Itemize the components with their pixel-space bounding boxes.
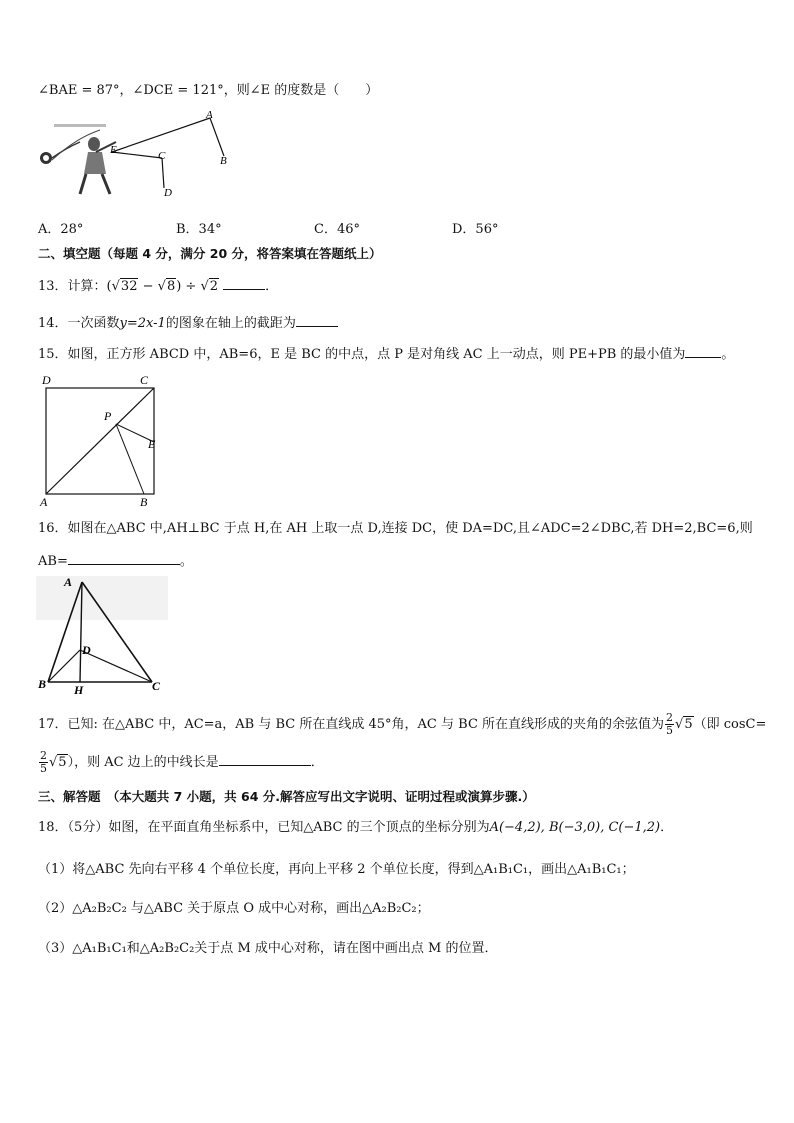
q17-part-3: ），则 AC 边上的中线长是 [67,755,219,770]
q17-part-2: （即 cosC= [693,717,767,732]
q16-label-a: A [64,575,73,589]
q18-part-2: （2）△A₂B₂C₂ 与△ABC 关于原点 O 成中心对称，画出△A₂B₂C₂； [38,901,430,916]
q14-suffix: 的图象在轴上的截距为 [165,316,296,331]
q16-figure [36,572,176,696]
q13-mid: ) ÷ [176,279,201,294]
q15-label-a: A [40,495,48,509]
q12-text: ∠BAE = 87°，∠DCE = 121°，则∠E 的度数是（ ） [38,83,379,98]
q16-label-c: C [152,679,161,693]
section-2-heading: 二、填空题（每题 4 分，满分 20 分，将答案填在答题纸上） [38,246,382,261]
q15-label-c: C [140,373,149,387]
q16-line-2 [38,551,193,571]
q14-prefix: 14．一次函数 [38,316,120,331]
q16-end: 。 [179,554,193,569]
q16-answer-blank[interactable] [68,551,180,565]
q18-coords: A(−4,2), B(−3,0), C(−1,2) [489,820,661,835]
q16-prefix: AB= [38,554,68,569]
q14 [38,313,338,333]
q12-option-b[interactable]: B．34° [176,222,222,237]
q12-geometry [112,118,224,188]
q15-text: 15．如图，正方形 ABCD 中，AB=6，E 是 BC 的中点，点 P 是对角线 AC 上一动点，则 PE+PB 的最小值为 [38,347,686,362]
q16-label-b: B [38,677,47,691]
q12-label-b: B [220,155,227,167]
q18-part-3: （3）△A₁B₁C₁和△A₂B₂C₂关于点 M 成中心对称，请在图中画出点 M 的位置． [38,941,498,956]
q16-label-h: H [74,683,84,696]
section-3-heading: 三、解答题 （本大题共 7 小题，共 64 分.解答应写出文字说明、证明过程或演算步骤.） [38,789,535,804]
q18-intro-end: ． [660,820,674,835]
q15-answer-blank[interactable] [685,344,721,358]
q17-root: 5 [684,717,693,732]
q15-label-e: E [148,437,156,451]
q17-fraction-2: $\frac{2}{5}$ [40,749,47,775]
q15-end: 。 [721,347,735,362]
q17-fraction: $\frac{2}{5}$ [666,711,674,737]
q13-minus: − [138,279,158,294]
q12-label-a: A [206,109,213,121]
q12-option-c[interactable]: C．46° [314,222,360,237]
q17-line-1: 17．已知: 在△ABC 中，AC=a，AB 与 BC 所在直线成 45°角，AC 与 BC 所在直线形成的夹角的余弦值为 $\frac{2}{5}$ √5（即 cosC= [38,711,767,737]
q12-label-d: D [164,187,172,199]
q17-root-2: 5 [58,755,67,770]
q18-part-1: （1）将△ABC 先向右平移 4 个单位长度，再向上平移 2 个单位长度，得到△A₁B₁C₁，画出△A₁B₁C₁； [38,862,635,877]
q16-line-1: 16．如图在△ABC 中,AH⊥BC 于点 H,在 AH 上取一点 D,连接 DC，使 DA=DC,且∠ADC=2∠DBC,若 DH=2,BC=6,则 [38,521,753,536]
q13-root-3: 2 [209,279,219,294]
q12-label-e: E [110,144,117,156]
q17-answer-blank[interactable] [219,752,311,766]
q13-answer-blank[interactable] [223,276,265,290]
q13-end: ． [265,279,279,294]
q12-option-d[interactable]: D．56° [452,222,499,237]
q17-part-1: 17．已知: 在△ABC 中，AC=a，AB 与 BC 所在直线成 45°角，AC 与 BC 所在直线形成的夹角的余弦值为 [38,717,665,732]
q15-label-b: B [140,495,148,509]
q18-intro-text: 18．（5分）如图，在平面直角坐标系中，已知△ABC 的三个顶点的坐标分别为 [38,820,490,835]
q12-option-a[interactable]: A．28° [38,222,84,237]
q13: 13．计算：(√32 − √8) ÷ √2 ． [38,276,278,296]
q15-label-d: D [42,373,51,387]
q18-intro [38,819,673,837]
figure-illustration [40,124,116,194]
q16-label-d: D [82,643,91,657]
q15 [38,344,734,364]
q13-root-2: 8 [166,279,176,294]
q14-function: y=2x-1 [119,316,166,331]
q17-end: ． [310,755,324,770]
q17-line-2: $\frac{2}{5}$ √5），则 AC 边上的中线长是 ． [40,749,324,775]
q13-root-1: 32 [120,279,138,294]
q14-answer-blank[interactable] [296,313,338,327]
q12-label-c: C [158,150,166,162]
q12-figure [36,108,246,204]
q13-prefix: 13．计算：( [38,279,112,294]
q15-figure [36,370,166,510]
q15-label-p: P [104,409,112,423]
